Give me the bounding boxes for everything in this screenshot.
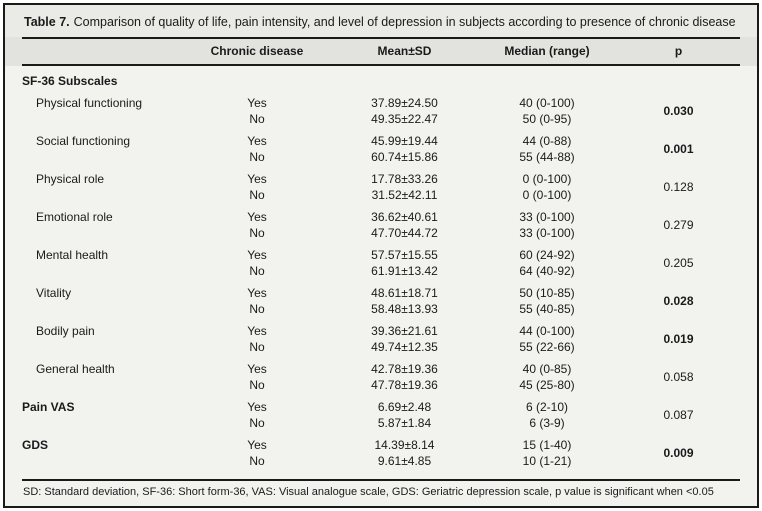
mean-sd-no: 31.52±42.11 (371, 188, 438, 203)
table-row-physical-role (22, 168, 740, 206)
median-range-yes: 40 (0-100) (519, 96, 575, 111)
median-range-yes: 40 (0-85) (522, 362, 572, 377)
mean-sd-cell (332, 285, 477, 317)
mean-sd-no: 47.78±19.36 (371, 378, 438, 393)
chronic-disease-cell (182, 95, 332, 127)
col-header-empty (22, 43, 182, 59)
median-range-cell (477, 437, 617, 469)
chronic-disease-yes: Yes (247, 210, 267, 225)
chronic-disease-no: No (249, 302, 265, 317)
mean-sd-cell (332, 171, 477, 203)
chronic-disease-yes: Yes (247, 96, 267, 111)
mean-sd-yes: 48.61±18.71 (371, 286, 438, 301)
chronic-disease-cell (182, 399, 332, 431)
p-value: 0.028 (663, 294, 694, 309)
median-range-cell (477, 209, 617, 241)
table-row-physical-functioning (22, 92, 740, 130)
chronic-disease-no: No (249, 264, 265, 279)
median-range-no: 55 (40-85) (519, 302, 575, 317)
mean-sd-yes: 57.57±15.55 (371, 248, 438, 263)
mean-sd-yes: 45.99±19.44 (371, 134, 438, 149)
row-label: General health (36, 362, 115, 377)
median-range-cell (477, 171, 617, 203)
median-range-cell (477, 285, 617, 317)
p-value: 0.030 (663, 104, 694, 119)
chronic-disease-no: No (249, 188, 265, 203)
median-range-no: 33 (0-100) (519, 226, 575, 241)
table-footnote-wrap (5, 479, 757, 506)
mean-sd-no: 49.74±12.35 (371, 340, 438, 355)
chronic-disease-no: No (249, 378, 265, 393)
p-value: 0.205 (663, 256, 694, 271)
mean-sd-cell (332, 95, 477, 127)
mean-sd-yes: 36.62±40.61 (371, 210, 438, 225)
row-label: GDS (22, 438, 49, 453)
mean-sd-no: 58.48±13.93 (371, 302, 438, 317)
chronic-disease-cell (182, 247, 332, 279)
row-label: Bodily pain (36, 324, 95, 339)
chronic-disease-yes: Yes (247, 286, 267, 301)
table-row-social-functioning (22, 130, 740, 168)
mean-sd-cell (332, 437, 477, 469)
table-row-emotional-role (22, 206, 740, 244)
p-value: 0.279 (663, 218, 694, 233)
table-row-general-health (22, 358, 740, 396)
p-value: 0.058 (663, 370, 694, 385)
mean-sd-yes: 6.69±2.48 (377, 400, 432, 415)
median-range-no: 55 (44-88) (519, 150, 575, 165)
chronic-disease-yes: Yes (247, 400, 267, 415)
median-range-no: 0 (0-100) (522, 188, 572, 203)
mean-sd-cell (332, 247, 477, 279)
median-range-no: 6 (3-9) (529, 416, 565, 431)
chronic-disease-yes: Yes (247, 248, 267, 263)
row-label: Pain VAS (22, 400, 75, 415)
mean-sd-cell (332, 399, 477, 431)
table-7-panel (3, 3, 759, 508)
chronic-disease-yes: Yes (247, 134, 267, 149)
table-row-mental-health (22, 244, 740, 282)
row-label: Social functioning (36, 134, 131, 149)
table-row-vitality (22, 282, 740, 320)
mean-sd-yes: 14.39±8.14 (374, 438, 435, 453)
p-value: 0.128 (663, 180, 694, 195)
chronic-disease-yes: Yes (247, 438, 267, 453)
chronic-disease-yes: Yes (247, 172, 267, 187)
row-label: Physical functioning (36, 96, 143, 111)
row-label: Vitality (36, 286, 72, 301)
median-range-yes: 0 (0-100) (522, 172, 572, 187)
chronic-disease-cell (182, 133, 332, 165)
median-range-yes: 6 (2-10) (525, 400, 569, 415)
chronic-disease-no: No (249, 454, 265, 469)
mean-sd-cell (332, 361, 477, 393)
table-footnote: SD: Standard deviation, SF-36: Short form-36, VAS: Visual analogue scale, GDS: Geriatric depression scale, p value is significant when <0.05 (22, 479, 740, 506)
median-range-cell (477, 95, 617, 127)
mean-sd-cell (332, 209, 477, 241)
median-range-no: 50 (0-95) (522, 112, 572, 127)
mean-sd-no: 49.35±22.47 (371, 112, 438, 127)
mean-sd-yes: 39.36±21.61 (371, 324, 438, 339)
column-header-row (22, 37, 740, 66)
mean-sd-yes: 17.78±33.26 (371, 172, 438, 187)
mean-sd-no: 61.91±13.42 (371, 264, 438, 279)
table-title-text: Comparison of quality of life, pain intensity, and level of depression in subjects according to presence of chronic disease (73, 15, 736, 29)
median-range-yes: 15 (1-40) (522, 438, 572, 453)
chronic-disease-cell (182, 361, 332, 393)
median-range-no: 64 (40-92) (519, 264, 575, 279)
table-row-pain-vas (22, 396, 740, 434)
median-range-yes: 44 (0-88) (522, 134, 572, 149)
table-row-bodily-pain (22, 320, 740, 358)
chronic-disease-yes: Yes (247, 362, 267, 377)
p-value: 0.001 (663, 142, 694, 157)
mean-sd-cell (332, 133, 477, 165)
row-label: Mental health (36, 248, 109, 263)
chronic-disease-cell (182, 171, 332, 203)
chronic-disease-cell (182, 285, 332, 317)
chronic-disease-cell (182, 323, 332, 355)
chronic-disease-no: No (249, 112, 265, 127)
row-label: Physical role (36, 172, 105, 187)
section-header-sf36: SF-36 Subscales (22, 74, 118, 89)
median-range-yes: 33 (0-100) (519, 210, 575, 225)
chronic-disease-no: No (249, 226, 265, 241)
median-range-cell (477, 247, 617, 279)
mean-sd-yes: 42.78±19.36 (371, 362, 438, 377)
chronic-disease-cell (182, 437, 332, 469)
median-range-cell (477, 361, 617, 393)
median-range-cell (477, 399, 617, 431)
chronic-disease-yes: Yes (247, 324, 267, 339)
mean-sd-yes: 37.89±24.50 (371, 96, 438, 111)
chronic-disease-cell (182, 209, 332, 241)
mean-sd-no: 60.74±15.86 (371, 150, 438, 165)
mean-sd-cell (332, 323, 477, 355)
table-body (5, 66, 757, 479)
col-header-median-range: Median (range) (504, 44, 590, 59)
median-range-no: 45 (25-80) (519, 378, 575, 393)
median-range-cell (477, 323, 617, 355)
col-header-mean-sd: Mean±SD (377, 44, 432, 59)
median-range-yes: 50 (10-85) (519, 286, 575, 301)
median-range-no: 10 (1-21) (522, 454, 572, 469)
table-caption (5, 5, 757, 37)
chronic-disease-no: No (249, 416, 265, 431)
mean-sd-no: 47.70±44.72 (371, 226, 438, 241)
col-header-chronic-disease: Chronic disease (210, 44, 304, 59)
table-row-gds (22, 434, 740, 472)
median-range-yes: 44 (0-100) (519, 324, 575, 339)
mean-sd-no: 9.61±4.85 (377, 454, 432, 469)
median-range-no: 55 (22-66) (519, 340, 575, 355)
table-number: Table 7. (24, 15, 70, 29)
col-header-p: p (674, 44, 683, 59)
row-label: Emotional role (36, 210, 113, 225)
p-value: 0.009 (663, 446, 694, 461)
mean-sd-no: 5.87±1.84 (377, 416, 432, 431)
p-value: 0.019 (663, 332, 694, 347)
median-range-yes: 60 (24-92) (519, 248, 575, 263)
p-value: 0.087 (663, 408, 694, 423)
column-header-band (5, 37, 757, 66)
median-range-cell (477, 133, 617, 165)
chronic-disease-no: No (249, 340, 265, 355)
chronic-disease-no: No (249, 150, 265, 165)
